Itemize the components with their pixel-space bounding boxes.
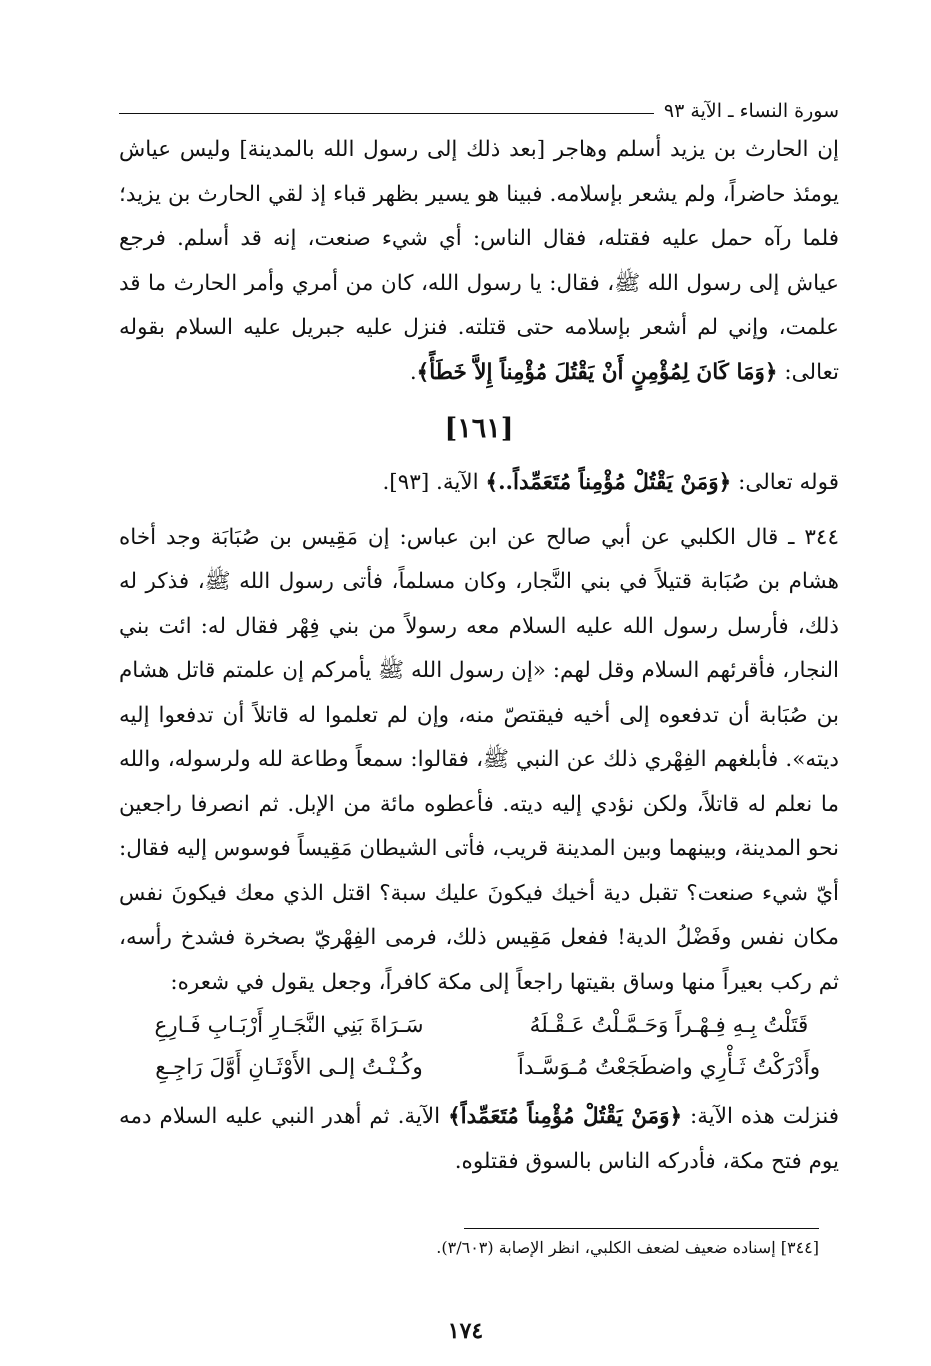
verse-first-half: قَتَلْتُ بِـهِ فِـهْـراً وَحَـمَّـلْتُ عَـقْـلَهُ — [529, 1013, 809, 1038]
ayah-quran: ﴿وَمَنْ يَقْتُلْ مُؤْمِناً مُتَعَمِّداً..﴾ — [485, 470, 732, 495]
closing-rest: الآية. ثم أهدر النبي عليه السلام دمه يوم فتح مكة، فأدركه الناس بالسوق فقتلوه. — [119, 1104, 839, 1174]
ayah-ref: الآية. [٩٣]. — [382, 470, 479, 495]
running-header — [119, 98, 839, 124]
verse-second-half: وكُـنْـتُ إلـى الأَوْثَـانِ أَوَّلَ رَاجِـعِ — [155, 1055, 423, 1080]
ayah-heading — [119, 461, 839, 506]
closing-intro: فنزلت هذه الآية: — [690, 1104, 840, 1129]
hadith-paragraph: ٣٤٤ ـ قال الكلبي عن أبي صالح عن ابن عباس: إن مَقِيس بن صُبَابَة وجد أخاه هشام بن صُبَابة قتيلاً في بني النَّجار، وكان مسلماً، فأتى رسول الله ﷺ، فذكر له ذلك، فأرسل رسول الله عليه السلام معه رسولاً من بني فِهْر فقال له: ائت بني النجار، فأقرئهم السلام وقل لهم: «إن رسول الله ﷺ يأمركم إن علمتم قاتل هشام بن صُبَابة أن تدفعوه إلى أخيه فيقتصّ منه، وإن لم تعلموا له قاتلاً أن تدفعوا إليه ديته». فأبلغهم الفِهْري ذلك عن النبي ﷺ، فقالوا: سمعاً وطاعة لله ولرسوله، والله ما نعلم له قاتلاً، ولكن نؤدي إليه ديته. فأعطوه مائة من الإبل. ثم انصرفا راجعين نحو المدينة، وبينهما وبين المدينة قريب، فأتى الشيطان مَقِيساً فوسوس إليه فقال: أيّ شيء صنعت؟ تقبل دية أخيك فيكونَ عليك سبة؟ اقتل الذي معك فيكونَ نفس مكان نفس وفَضْلُ الدية! ففعل مَقِيس ذلك، فرمى الفِهْريّ بصخرة فشدخ رأسه، ثم ركب بعيراً منها وساق بقيتها راجعاً إلى مكة كافراً، وجعل يقول في شعره: — [119, 524, 839, 995]
poem — [119, 1005, 839, 1089]
closing-quran: ﴿وَمَنْ يَقْتُلْ مُؤْمِناً مُتَعَمِّداً﴾ — [448, 1104, 683, 1129]
running-title: سورة النساء ـ الآية ٩٣ — [663, 100, 839, 122]
poem-verse — [119, 1047, 839, 1089]
poem-verse — [119, 1005, 839, 1047]
main-text — [119, 128, 839, 1184]
verse-first-half: وأَدْرَكْتُ ثَـأْرِي واضطَجَعْتُ مُـوَسَّـداً — [517, 1055, 821, 1080]
verse-second-half: سَـرَاةَ بَنِي النَّجَـارِ أَرْبَـابِ فَـارِعِ — [154, 1013, 424, 1038]
footnote-rule — [464, 1228, 819, 1229]
page-number: ١٧٤ — [447, 1318, 484, 1344]
opening-paragraph-end: . — [409, 359, 417, 385]
footnote: [٣٤٤] إسناده ضعيف لضعف الكلبي، انظر الإصابة (٣/٦٠٣). — [436, 1238, 819, 1257]
section-number: [١٦١] — [444, 413, 514, 444]
opening-paragraph — [119, 128, 839, 395]
header-rule — [119, 113, 654, 114]
opening-paragraph-text: إن الحارث بن يزيد أسلم وهاجر [بعد ذلك إلى رسول الله بالمدينة] وليس عياش يومئذ حاضراً، ولم يشعر بإسلامه. فبينا هو يسير بظهر قباء إذ لقي الحارث بن يزيد؛ فلما رآه حمل عليه فقتله، فقال الناس: أي شيء صنعت، إنه قد أسلم. فرجع عياش إلى رسول الله ﷺ، فقال: يا رسول الله، كان من أمري وأمر الحارث ما قد علمت، وإني لم أشعر بإسلامه حتى قتلته. فنزل عليه جبريل عليه السلام بقوله تعالى: — [119, 137, 839, 385]
closing-paragraph — [119, 1095, 839, 1184]
quran-verse: ﴿وَمَا كَانَ لِمُؤْمِنٍ أَنْ يَقْتُلَ مُؤْمِناً إِلاَّ خَطَأً﴾ — [416, 359, 778, 385]
ayah-intro: قوله تعالى: — [738, 470, 839, 495]
